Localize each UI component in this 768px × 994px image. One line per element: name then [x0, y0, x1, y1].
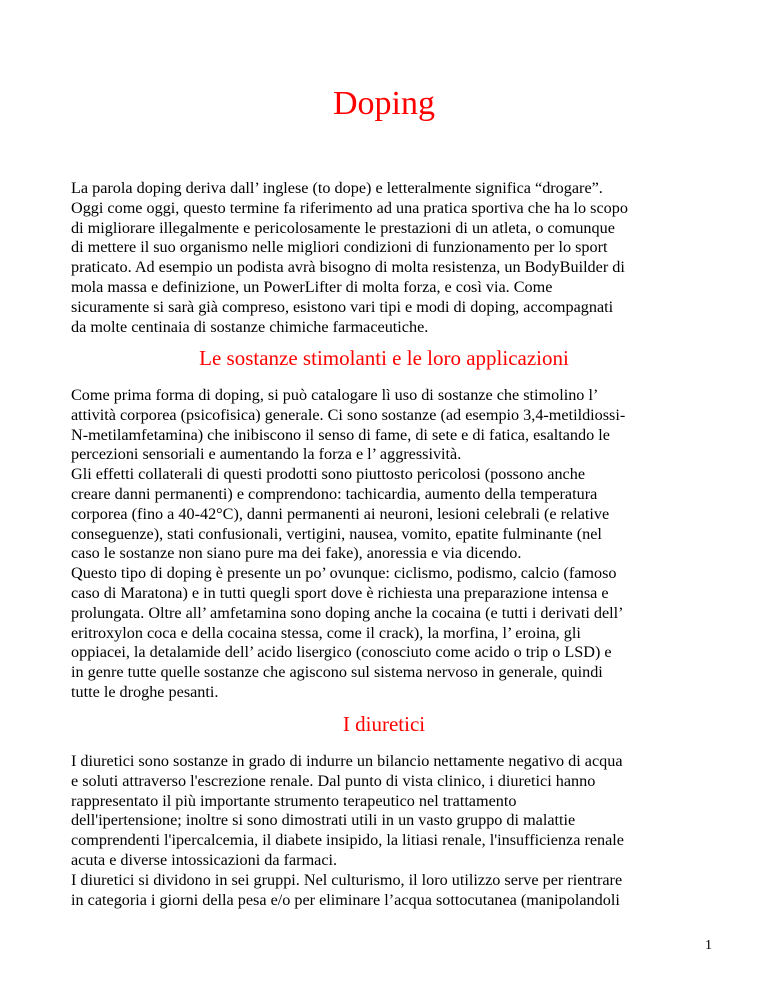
page-number: 1: [705, 938, 712, 953]
intro-paragraph: [71, 179, 711, 337]
text-line: oppiacei, la detalamide dell’ acido lisergico (conosciuto come acido o trip o LSD) e: [71, 643, 612, 662]
text-line: caso le sostanze non siano pure ma dei fake), anoressia e via dicendo.: [71, 544, 522, 563]
section-heading-diuretici: I diuretici: [342, 712, 426, 736]
text-line: mola massa e definizione, un PowerLifter di molta forza, e così via. Come: [71, 277, 553, 296]
text-line: praticato. Ad esempio un podista avrà bisogno di molta resistenza, un BodyBuilder di: [71, 258, 625, 277]
text-line: sicuramente si sarà già compreso, esistono vari tipi e modi di doping, accompagnati: [71, 297, 614, 316]
text-line: rappresentato il più importante strumento terapeutico nel trattamento: [71, 791, 517, 810]
text-line: attività corporea (psicofisica) generale. Ci sono sostanze (ad esempio 3,4-metildiossi-: [71, 405, 626, 424]
text-line: conseguenze), stati confusionali, vertigini, nausea, vomito, epatite fulminante (nel: [71, 524, 602, 543]
text-line: di migliorare illegalmente e pericolosamente le prestazioni di un atleta, o comunque: [71, 218, 615, 237]
text-line: creare danni permanenti) e comprendono: tachicardia, aumento della temperatura: [71, 484, 598, 503]
text-line: caso di Maratona) e in tutti quegli sport dove è richiesta una preparazione intensa e: [71, 583, 609, 602]
section-heading-stimolanti: Le sostanze stimolanti e le loro applicazioni: [199, 346, 569, 370]
document-title: Doping: [333, 85, 435, 122]
text-line: da molte centinaia di sostanze chimiche farmaceutiche.: [71, 317, 429, 336]
text-line: N-metilamfetamina) che inibiscono il senso di fame, di sete e di fatica, esaltando le: [71, 425, 610, 444]
text-line: e soluti attraverso l'escrezione renale. Dal punto di vista clinico, i diuretici hanno: [71, 771, 596, 790]
text-line: di mettere il suo organismo nelle migliori condizioni di funzionamento per lo sport: [71, 238, 608, 257]
text-line: tutte le droghe pesanti.: [71, 682, 219, 701]
text-line: Gli effetti collaterali di questi prodotti sono piuttosto pericolosi (possono anche: [71, 465, 586, 484]
text-line: in categoria i giorni della pesa e/o per eliminare l’acqua sottocutanea (manipolandoli: [71, 890, 620, 909]
section-body-diuretici: [71, 752, 711, 910]
text-line: comprendenti l'ipercalcemia, il diabete insipido, la litiasi renale, l'insufficienza renale: [71, 831, 624, 850]
text-line: prolungata. Oltre all’ amfetamina sono doping anche la cocaina (e tutti i derivati dell’: [71, 603, 624, 622]
text-line: La parola doping deriva dall’ inglese (to dope) e letteralmente significa “drogare”.: [71, 179, 603, 197]
text-line: percezioni sensoriali e aumentando la forza e l’ aggressività.: [71, 445, 462, 464]
text-line: I diuretici si dividono in sei gruppi. Nel culturismo, il loro utilizzo serve per rientrare: [71, 870, 623, 889]
text-line: corporea (fino a 40-42°C), danni permanenti ai neuroni, lesioni celebrali (e relative: [71, 504, 610, 523]
text-line: Questo tipo di doping è presente un po’ ovunque: ciclismo, podismo, calcio (famoso: [71, 564, 617, 583]
text-line: Come prima forma di doping, si può catalogare lì uso di sostanze che stimolino l’: [71, 386, 599, 404]
text-line: Oggi come oggi, questo termine fa riferimento ad una pratica sportiva che ha lo scopo: [71, 198, 628, 217]
text-line: I diuretici sono sostanze in grado di indurre un bilancio nettamente negativo di acqua: [71, 752, 623, 770]
section-body-stimolanti: [71, 386, 711, 703]
text-line: dell'ipertensione; inoltre si sono dimostrati utili in un vasto gruppo di malattie: [71, 811, 576, 830]
text-line: eritroxylon coca e della cocaina stessa, come il crack), la morfina, l’ eroina, gli: [71, 623, 581, 642]
text-line: in genre tutte quelle sostanze che agiscono sul sistema nervoso in generale, quindi: [71, 663, 603, 682]
text-line: acuta e diverse intossicazioni da farmaci.: [71, 850, 338, 869]
